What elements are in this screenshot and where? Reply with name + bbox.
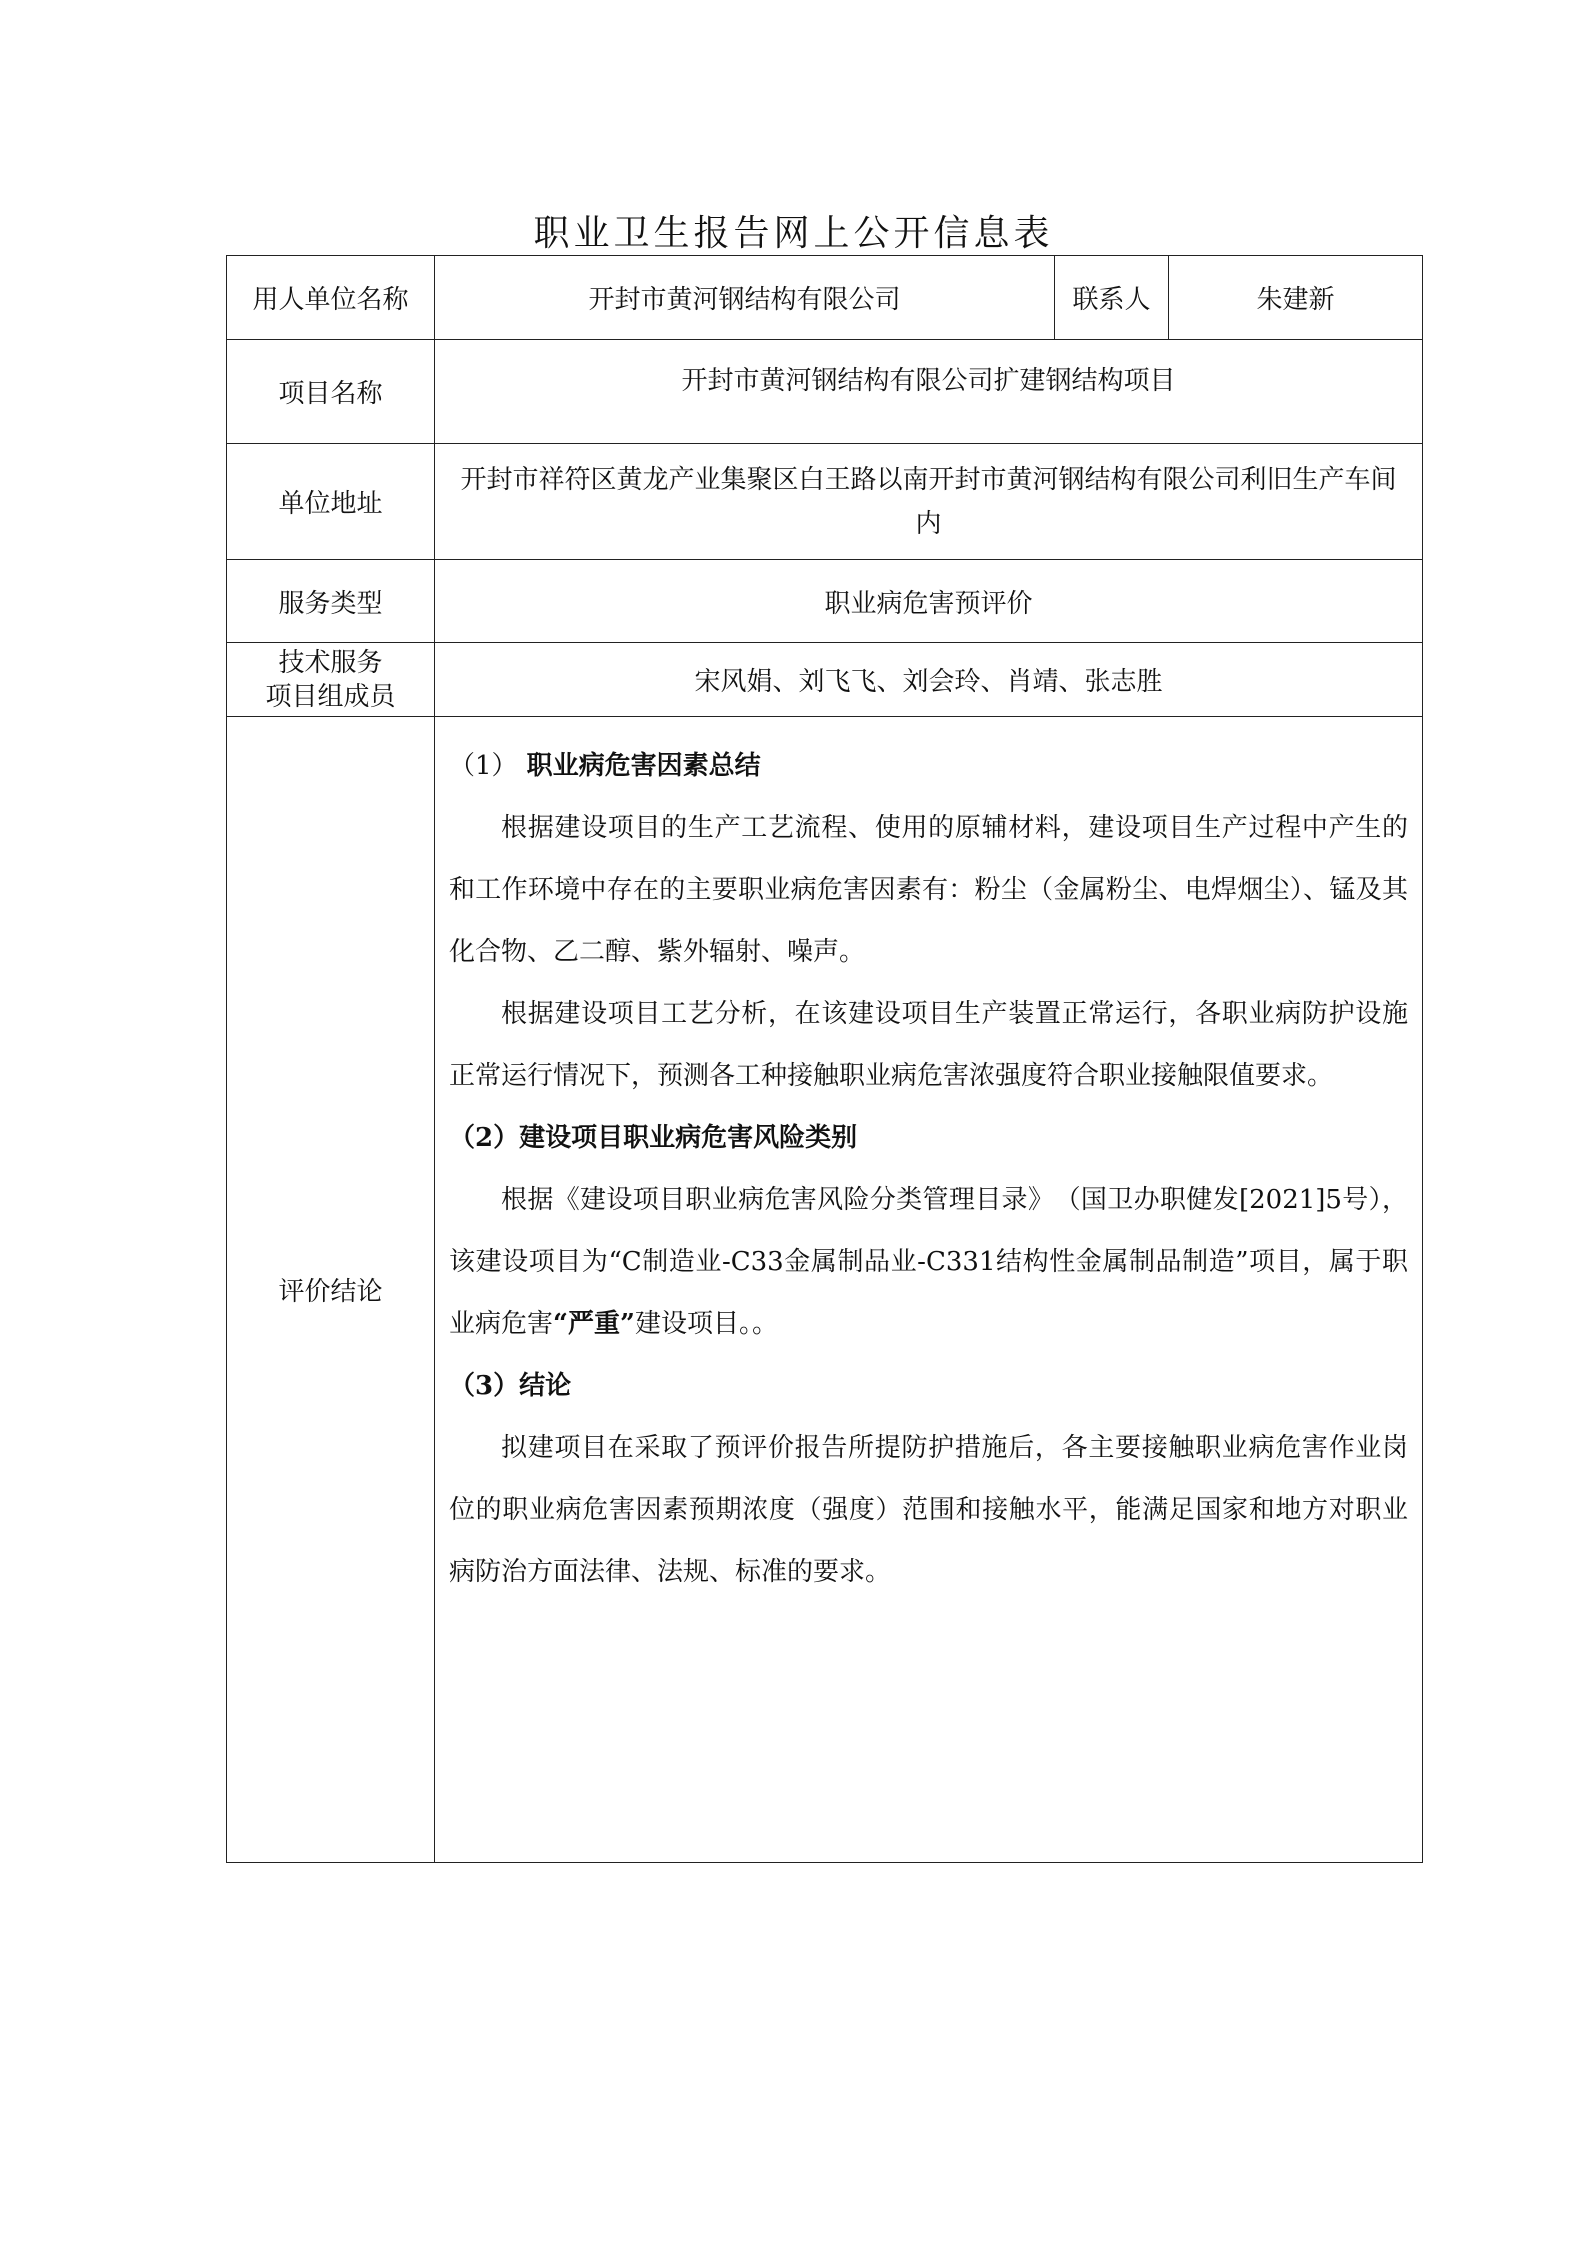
row-conclusion: [227, 717, 1423, 1863]
members-label-line2: 项目组成员: [265, 681, 396, 712]
contact-label: 联系人: [1055, 256, 1169, 340]
row-address: [227, 444, 1423, 560]
service-value: 职业病危害预评价: [435, 560, 1423, 643]
paragraph-4: 拟建项目在采取了预评价报告所提防护措施后，各主要接触职业病危害作业岗位的职业病危害因素预期浓度（强度）范围和接触水平，能满足国家和地方对职业病防治方面法律、法规、标准的要求。: [449, 1433, 1408, 1587]
paragraph-3: 根据《建设项目职业病危害风险分类管理目录》 （国卫办职健发[2021]5号），该建设项目为“C制造业-C33金属制品业-C331结构性金属制品制造”项目，属于职业病危害“严重”建设项目。。: [449, 1185, 1408, 1339]
paragraph-1: 根据建设项目的生产工艺流程、使用的原辅材料，建设项目生产过程中产生的和工作环境中存在的主要职业病危害因素有：粉尘（金属粉尘、电焊烟尘）、锰及其化合物、乙二醇、紫外辐射、噪声。: [449, 813, 1408, 967]
row-service: [227, 560, 1423, 643]
heading-1: （1） 职业病危害因素总结: [449, 751, 761, 781]
page-title: 职业卫生报告网上公开信息表: [533, 213, 1054, 254]
employer-value: 开封市黄河钢结构有限公司: [435, 256, 1055, 340]
row-employer: [227, 256, 1423, 340]
project-value: 开封市黄河钢结构有限公司扩建钢结构项目: [435, 340, 1423, 444]
info-table: [226, 255, 1423, 1863]
heading-2: （2）建设项目职业病危害风险类别: [449, 1123, 858, 1153]
members-label: [227, 643, 435, 717]
contact-value: 朱建新: [1169, 256, 1423, 340]
members-value: 宋风娟、刘飞飞、刘会玲、肖靖、张志胜: [435, 643, 1423, 717]
project-label: 项目名称: [227, 340, 435, 444]
address-value: 开封市祥符区黄龙产业集聚区白王路以南开封市黄河钢结构有限公司利旧生产车间内: [435, 444, 1423, 560]
conclusion-body: [435, 717, 1423, 1863]
conclusion-label: 评价结论: [227, 717, 435, 1863]
members-label-line1: 技术服务: [278, 647, 383, 678]
row-project: [227, 340, 1423, 444]
heading-3: （3）结论: [449, 1371, 572, 1401]
employer-label: 用人单位名称: [227, 256, 435, 340]
service-label: 服务类型: [227, 560, 435, 643]
address-label: 单位地址: [227, 444, 435, 560]
paragraph-2: 根据建设项目工艺分析，在该建设项目生产装置正常运行，各职业病防护设施正常运行情况下，预测各工种接触职业病危害浓强度符合职业接触限值要求。: [449, 999, 1408, 1091]
row-members: [227, 643, 1423, 717]
